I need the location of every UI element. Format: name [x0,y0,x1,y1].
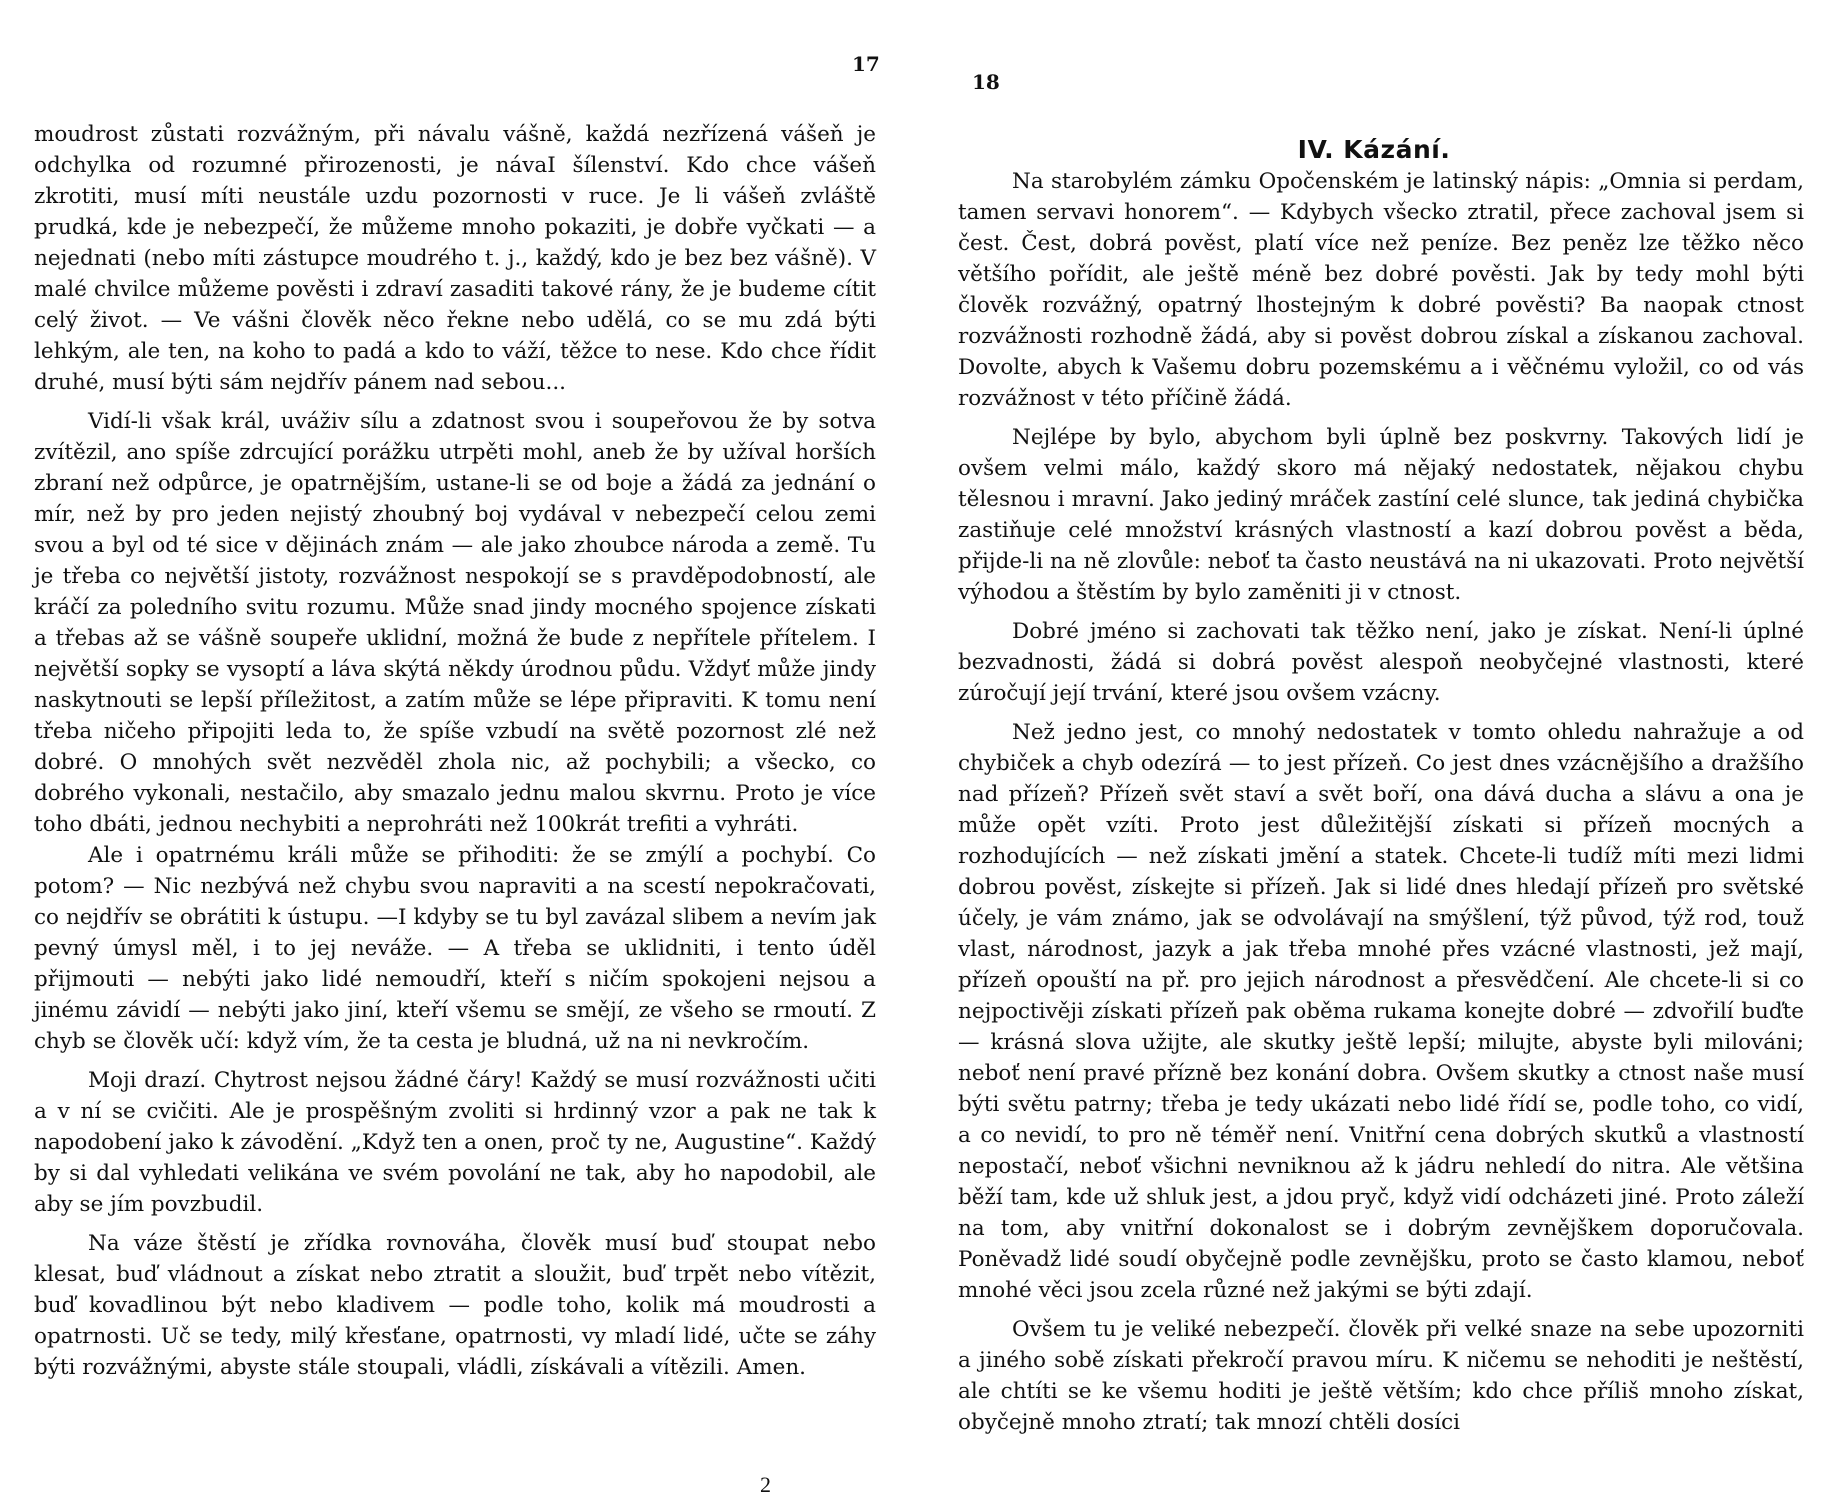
right-page [916,0,1832,1500]
paragraph: Dobré jméno si zachovati tak těžko není, jako je získat. Není-li úplné bezvadnosti, žádá si dobrá pověst alespoň neobyčejné vlastnosti, které zúročují její trvání, které jsou ovšem vzácny. [958,619,1804,706]
page-number-right: 18 [972,70,1000,94]
paragraph: Ale i opatrnému králi může se přihoditi: že se zmýlí a pochybí. Co potom? — Nic nezbývá než chybu svou napraviti a na scestí nepokračovati, co nejdřív se obrátiti k ústupu. —I kdyby se tu byl zavázal slibem a nevím jak pevný úmysl měl, i to jej neváže. — A třeba se uklidniti, i tento úděl přijmouti — nebýti jako lidé nemoudří, kteří s ničím spokojeni nejsou a jinému závidí — nebýti jako jiní, kteří všemu se smějí, ze všeho se rmoutí. Z chyb se člověk učí: když vím, že ta cesta je bludná, už na ni nevkročím. [34,843,876,1054]
paragraph: moudrost zůstati rozvážným, při návalu vášně, každá nezřízená vášeň je odchylka od rozumné přirozenosti, je návaI šílenství. Kdo chce vášeň zkrotiti, musí míti neustále uzdu pozornosti v ruce. Je li vášeň zvláště prudká, kde je nebezpečí, že můžeme mnoho pokaziti, je dobře vyčkati — a nejednati (nebo míti zástupce moudrého t. j., každý, kdo je bez bez vášně). V malé chvilce můžeme pověsti i zdraví zasaditi takové rány, že je budeme cítit celý život. — Ve vášni člověk něco řekne nebo udělá, co se mu zdá býti lehkým, ale ten, na koho to padá a kdo to váží, těžce to nese. Kdo chce řídit druhé, musí býti sám nejdřív pánem nad sebou... [34,122,876,395]
paragraph: Na starobylém zámku Opočenském je latinský nápis: „Omnia si perdam, tamen servavi honorem“. — Kdybych všecko ztratil, přece zachoval jsem si čest. Čest, dobrá pověst, platí více než peníze. Bez peněz lze těžko něco většího pořídit, ale ještě méně bez dobré pověsti. Jak by tedy mohl býti člověk rozvážný, opatrný lhostejným k dobré pověsti? Ba naopak ctnost rozvážnosti rozhodně žádá, aby si pověst dobrou získal a získanou zachoval. Dovolte, abych k Vašemu dobru pozemskému a i věčnému vyložil, co od vás rozvážnost v této příčině žádá. [958,169,1804,411]
right-text-column [958,166,1804,1438]
paragraph: Než jedno jest, co mnohý nedostatek v tomto ohledu nahražuje a od chybiček a chyb odezírá — to jest přízeň. Co jest dnes vzácnějšího a dražšího nad přízeň? Přízeň svět staví a svět boří, ona dává ducha a slávu a ona je může opět vzíti. Proto jest důležitější získati si přízeň mocných a rozhodujících — než získati jmění a statek. Chcete-li tudíž míti mezi lidmi dobrou pověst, získejte si přízeň. Jak si lidé dnes hledají přízeň pro světské účely, je vám známo, jak se odvolávají na smýšlení, týž původ, týž rod, touž vlast, národnost, jazyk a jak třeba mnohé přes vzácné vlastnosti, jež mají, přízeň opouští na př. pro jejich národnost a přesvědčení. Ale chcete-li si co nejpoctivěji získati přízeň pak oběma rukama konejte dobré — zdvořilí buďte — krásná slova užijte, ale skutky ještě lepší; milujte, abyste byli milováni; neboť není pravé přízně bez konání dobra. Ovšem skutky a ctnost naše musí býti světu patrny; třeba je tedy ukázati nebo lidé řídí se, podle toho, co vidí, a co nevidí, to pro ně téměř není. Vnitřní cena dobrých skutků a vlastností nepostačí, neboť všichni nevniknou až k jádru nehledí do nitra. Ale většina běží tam, kde už shluk jest, a jdou pryč, když vidí odcházeti jiné. Proto záleží na tom, aby vnitřní dokonalost se i dobrým zevnějškem doporučovala. Poněvadž lidé soudí obyčejně podle zevnějšku, proto se často klamou, neboť mnohé věci jsou zcela různé než jakými se býti zdají. [958,720,1804,1303]
signature-mark: 2 [760,1472,771,1497]
paragraph: Moji drazí. Chytrost nejsou žádné čáry! Každý se musí rozvážnosti učiti a v ní se cvičiti. Ale je prospěšným zvoliti si hrdinný vzor a pak ne tak k napodobení jako k závodění. „Když ten a onen, proč ty ne, Augustine“. Každý by si dal vyhledati velikána ve svém povolání ne tak, aby ho napodobil, ale aby se jím povzbudil. [34,1068,876,1217]
paragraph: Vidí-li však král, uváživ sílu a zdatnost svou i soupeřovou že by sotva zvítězil, ano spíše zdrcující porážku utrpěti mohl, aneb že by užíval horších zbraní než odpůrce, je opatrnějším, ustane-li se od boje a žádá za jednání o mír, než by pro jeden nejistý zhoubný boj vydával v nebezpečí celou zemi svou a byl od té sice v dějinách znám — ale jako zhoubce národa a země. Tu je třeba co největší jistoty, rozvážnost nespokojí se s pravděpodobností, ale kráčí za poledního svitu rozumu. Může snad jindy mocného spojence získati a třebas až se vášně soupeře uklidní, možná že bude z nepřítele přítelem. I největší sopky se vysoptí a láva skýtá někdy úrodnou půdu. Vždyť může jindy naskytnouti se lepší příležitost, a zatím může se lépe připraviti. K tomu není třeba ničeho připojiti leda to, že spíše vzbudí na světě pozornost zlé než dobré. O mnohých svět nezvěděl zhola nic, až pochybili; a všecko, co dobrého vykonali, nestačilo, aby smazalo jednu malou skvrnu. Proto je více toho dbáti, jednou nechybiti a neprohráti než 100krát trefiti a vyhráti. [34,409,876,837]
paragraph: Nejlépe by bylo, abychom byli úplně bez poskvrny. Takových lidí je ovšem velmi málo, každý skoro má nějaký nedostatek, nějakou chybu tělesnou i mravní. Jako jediný mráček zastíní celé slunce, tak jediná chybička zastiňuje celé množství krásných vlastností a kazí dobrou pověst a běda, přijde-li na ně zlovůle: neboť ta často neustává na ni ukazovati. Proto největší výhodou a štěstím by bylo zaměniti ji v ctnost. [958,425,1804,605]
page-number-left: 17 [852,52,880,76]
paragraph: Ovšem tu je veliké nebezpečí. člověk při velké snaze na sebe upozorniti a jiného sobě získati překročí pravou míru. K ničemu se nehoditi je neštěstí, ale chtíti se ke všemu hoditi je ještě větším; kdo chce příliš mnoho získat, obyčejně mnoho ztratí; tak mnozí chtěli dosíci [958,1317,1804,1435]
chapter-heading: IV. Kázání. [1297,135,1451,164]
paragraph: Na váze štěstí je zřídka rovnováha, člověk musí buď stoupat nebo klesat, buď vládnout a získat nebo ztratit a sloužit, buď trpět nebo vítězit, buď kovadlinou být nebo kladivem — podle toho, kolik má moudrosti a opatrnosti. Uč se tedy, milý křesťane, opatrnosti, vy mladí lidé, učte se záhy býti rozvážnými, abyste stále stoupali, vládli, získávali a vítězili. Amen. [34,1231,876,1380]
left-text-column [34,119,876,1383]
